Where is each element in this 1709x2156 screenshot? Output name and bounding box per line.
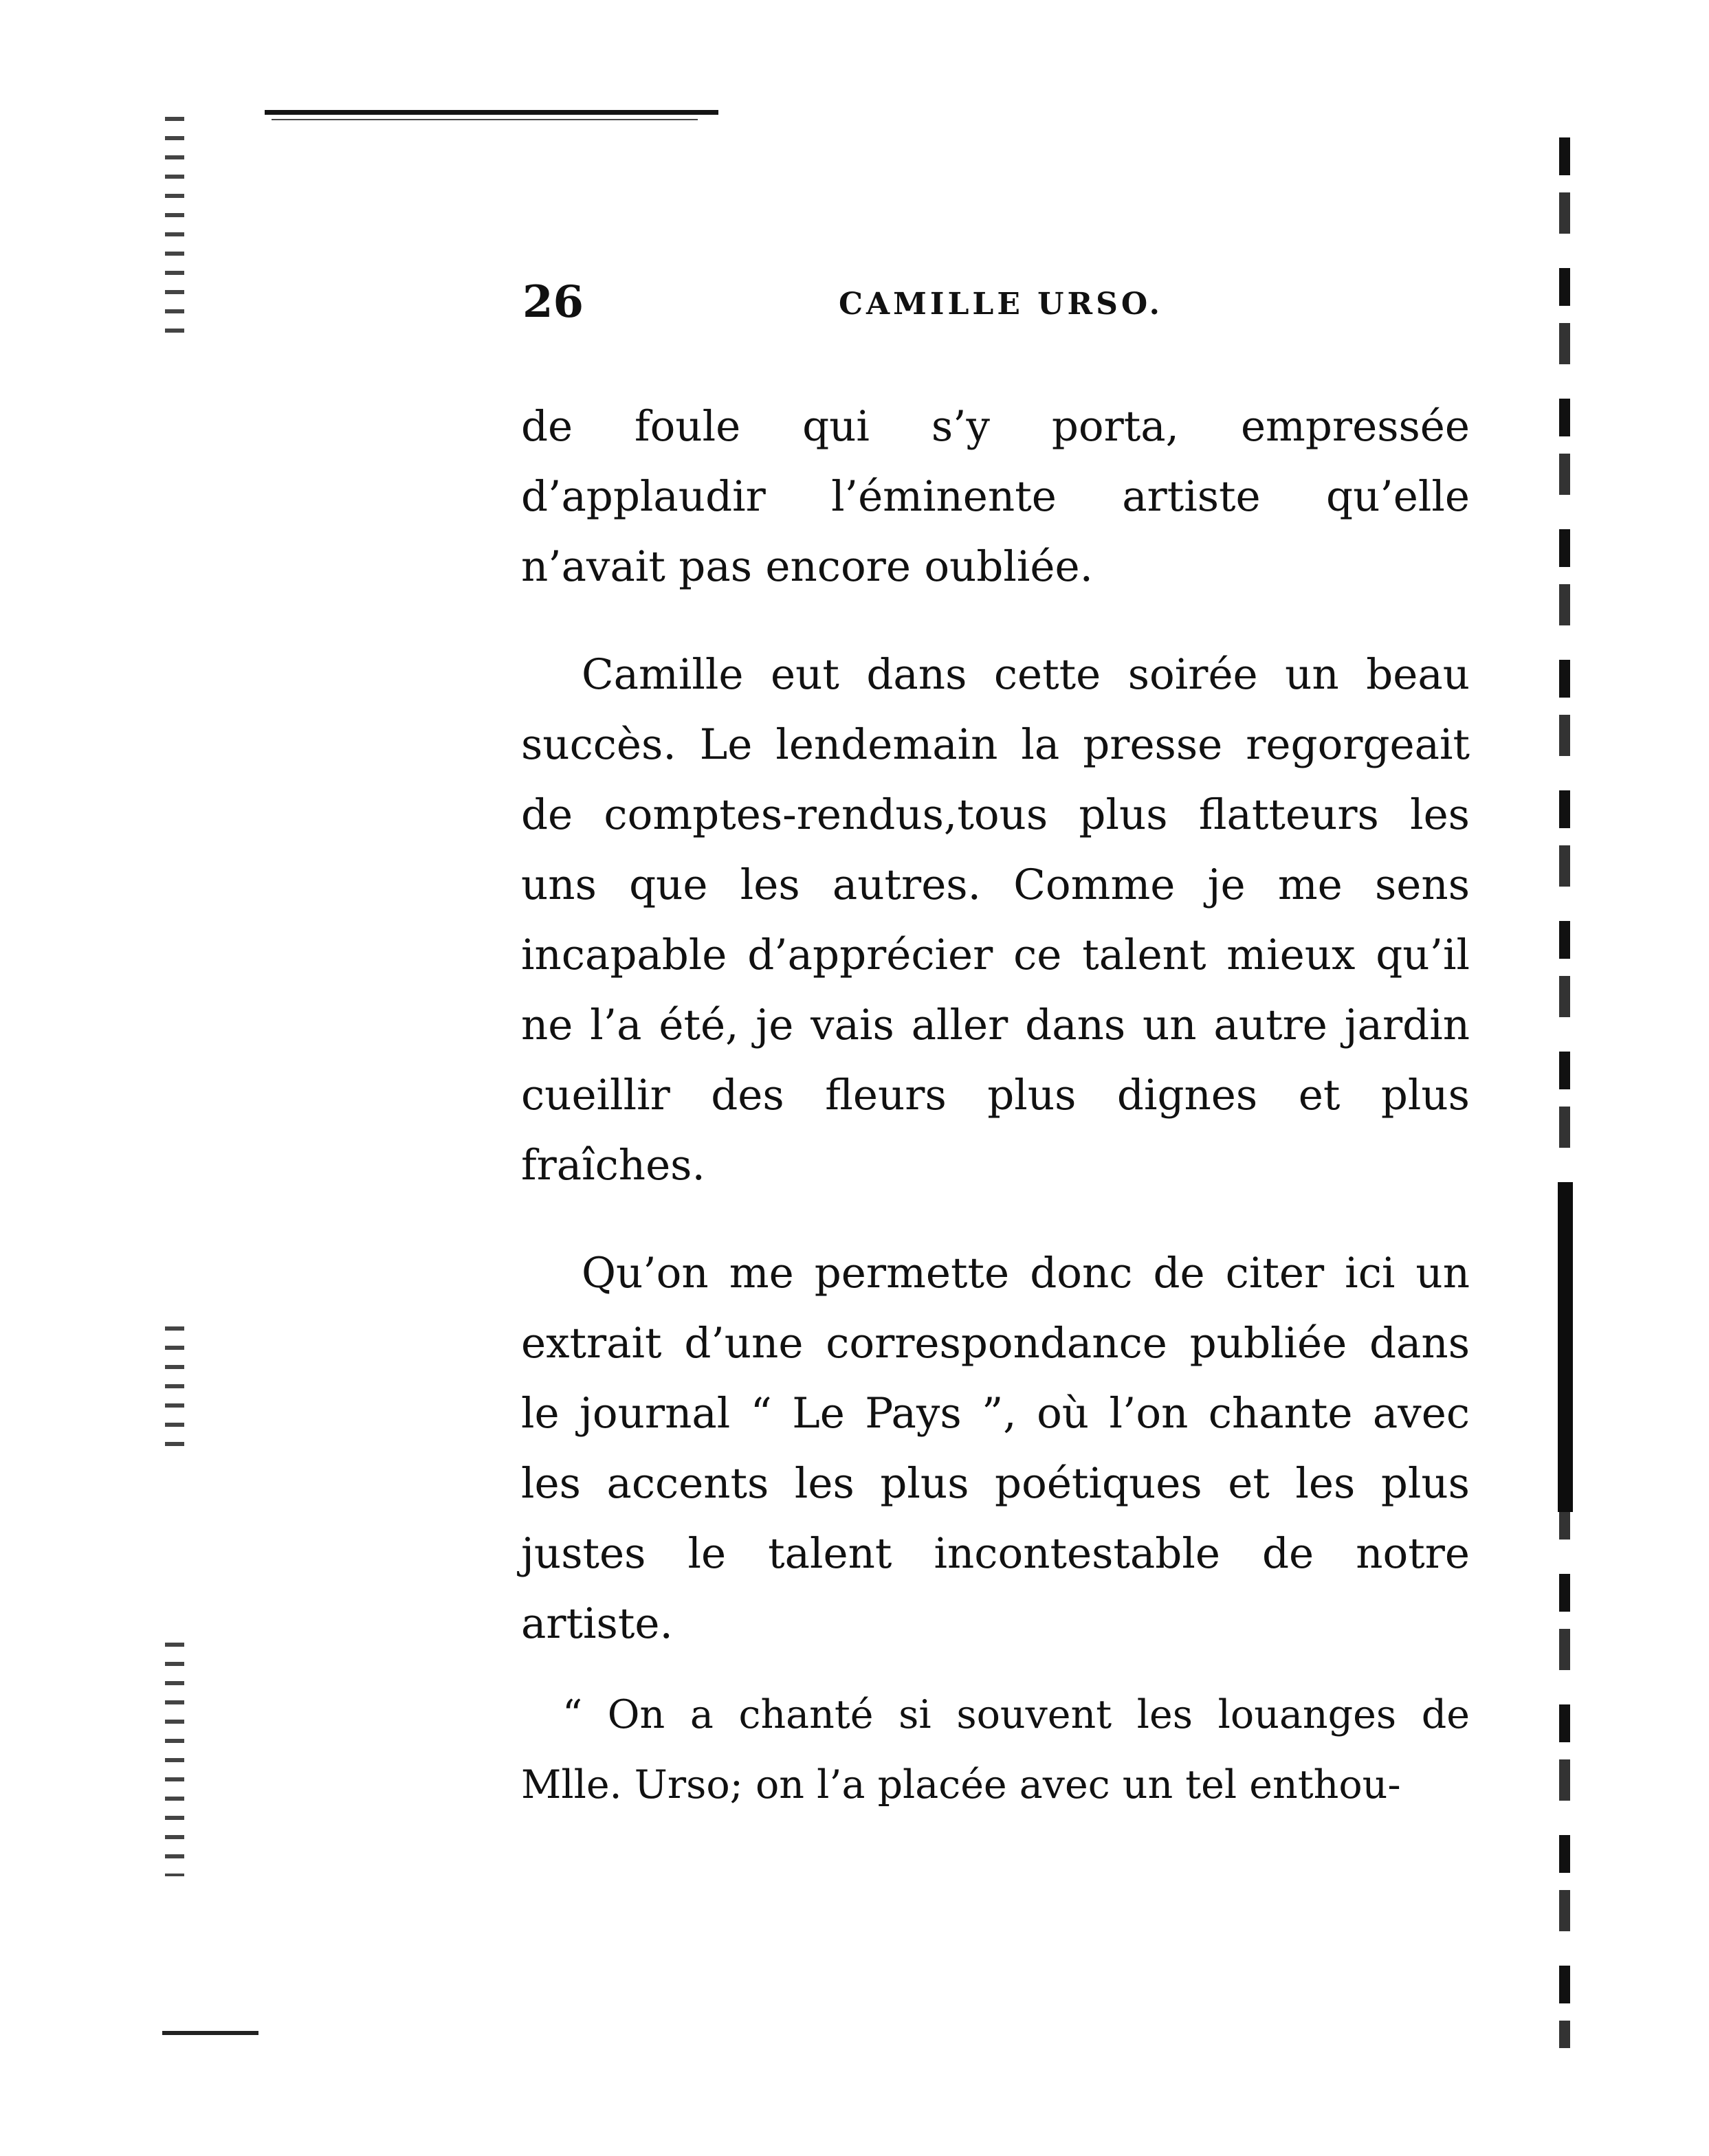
page-number: 26	[522, 276, 584, 328]
scan-specks-left-top	[165, 117, 184, 337]
scan-edge-shadow	[1558, 1182, 1573, 1512]
paragraph: Camille eut dans cette soirée un beau succès. Le lendemain la presse regorgeait de comptes-rendus,tous plus flatteurs les uns que les autres. Comme je me sens incapable d’apprécier ce talent mieux qu’il ne l’a été, je vais aller dans un autre jardin cueillir des fleurs plus dignes et plus fraîches.	[521, 650, 1470, 1190]
scan-edge-right	[1559, 137, 1570, 2048]
quotation: “ On a chanté si souvent les louanges de Mlle. Urso; on l’a placée avec un tel enthou-	[521, 1692, 1470, 1808]
scan-specks-left-middle	[165, 1326, 184, 1450]
scan-specks-left-bottom	[165, 1643, 184, 1876]
running-head: CAMILLE URSO.	[839, 287, 1163, 322]
scan-mark-bottom	[162, 2031, 258, 2035]
paragraph: de foule qui s’y porta, empressée d’applaudir l’éminente artiste qu’elle n’avait pas encore oubliée.	[521, 402, 1470, 591]
page-header	[522, 275, 1471, 330]
page-body	[521, 392, 1470, 1820]
top-rule	[265, 110, 718, 115]
top-rule-thin	[272, 119, 698, 120]
paragraph: Qu’on me permette donc de citer ici un extrait d’une correspondance publiée dans le journal “ Le Pays ”, où l’on chante avec les accents les plus poétiques et les plus justes le talent incontestable de notre artiste.	[521, 1249, 1470, 1648]
